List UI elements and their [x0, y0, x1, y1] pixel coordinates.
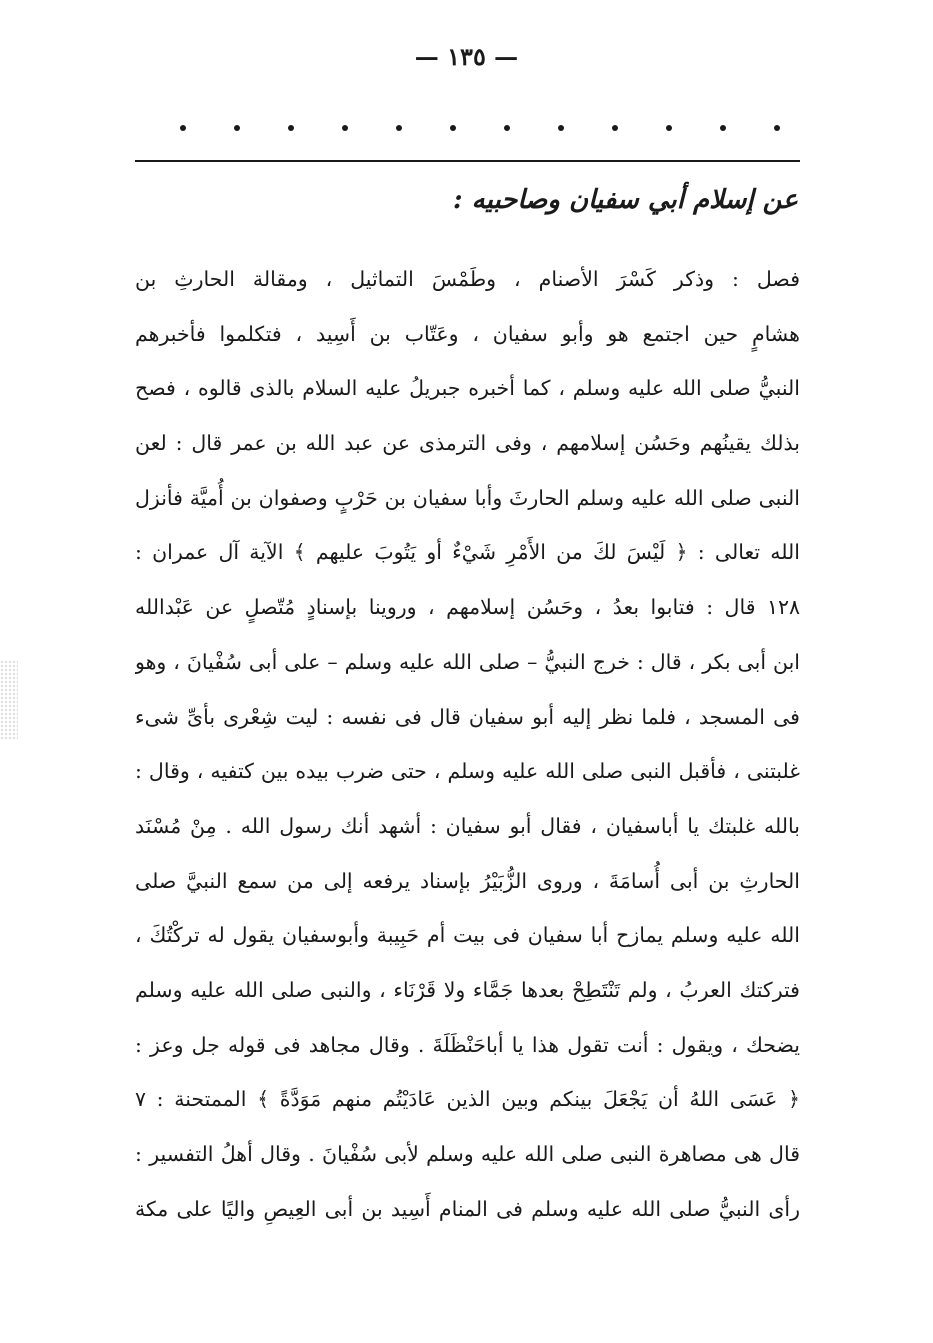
page-number: — ١٣٥ —: [414, 42, 519, 71]
ornament-dot: [774, 125, 780, 131]
text-line: فتركتك العربُ ، ولم تَنْتَطِحْ بعدها جَمَّاء ولا قَرْنَاء ، والنبى صلى الله عليه وسلم: [135, 977, 800, 1002]
text-line: بذلك يقينُهم وحَسُن إسلامهم ، وفى الترمذى عن عبد الله بن عمر قال : لعن: [135, 431, 800, 456]
ornament-dot: [558, 125, 564, 131]
text-line: الحارثِ بن أبى أُسامَةَ ، وروى الزُّبَيْرُ بإسناد يرفعه إلى من سمع النبيَّ صلى: [135, 868, 800, 893]
text-line: الله تعالى : ﴿ لَيْسَ لكَ من الأَمْرِ شَيْءٌ أو يَتُوبَ عليهم ﴾ الآية آل عمران :: [135, 540, 800, 565]
dotted-ornament: [180, 122, 780, 134]
text-line: قال هى مصاهرة النبى صلى الله عليه وسلم لأبى سُفْيانَ . وقال أهلُ التفسير :: [135, 1142, 800, 1166]
text-line: فصل : وذكر كَسْرَ الأصنام ، وطَمْسَ التماثيل ، ومقالة الحارثِ بن: [135, 267, 800, 291]
text-line: الله عليه وسلم يمازح أبا سفيان فى بيت أم حَبِيبة وأبوسفيان يقول له تركْتُكَ ،: [135, 923, 800, 948]
text-line: ١٢٨ قال : فتابوا بعدُ ، وحَسُن إسلامهم ، وروينا بإسنادٍ مُتّصلٍ عن عَبْدالله: [135, 595, 800, 620]
text-line: النبى صلى الله عليه وسلم الحارثَ وأبا سفيان بن حَرْبٍ وصفوان بن أُميَّة فأنزل: [135, 485, 800, 510]
ornament-dot: [234, 125, 240, 131]
ornament-dot: [504, 125, 510, 131]
text-line: رأى النبيُّ صلى الله عليه وسلم فى المنام أَسِيد بن أبى العِيصِ واليًا على مكة: [135, 1196, 800, 1221]
ornament-dot: [342, 125, 348, 131]
text-line: غلبتنى ، فأقبل النبى صلى الله عليه وسلم ، حتى ضرب بيده بين كتفيه ، وقال :: [135, 759, 800, 784]
ornament-dot: [450, 125, 456, 131]
ornament-dot: [288, 125, 294, 131]
text-line: ﴿ عَسَى اللهُ أن يَجْعَلَ بينكم وبين الذين عَادَيْتُم منهم مَوَدَّةً ﴾ الممتحنة : ٧: [135, 1087, 800, 1112]
scan-artifact: [0, 660, 18, 740]
text-line: هشامٍ حين اجتمع هو وأبو سفيان ، وعَتّاب بن أَسِيد ، فتكلموا فأخبرهم: [135, 321, 800, 346]
text-line: النبيُّ صلى الله عليه وسلم ، كما أخبره جبريلُ عليه السلام بالذى قالوه ، فصح: [135, 376, 800, 401]
ornament-dot: [396, 125, 402, 131]
header-rule: [135, 160, 800, 162]
text-line: ابن أبى بكر ، قال : خرج النبيُّ – صلى الله عليه وسلم – على أبى سُفْيانَ ، وهو: [135, 649, 800, 674]
ornament-dot: [612, 125, 618, 131]
ornament-dot: [666, 125, 672, 131]
text-line: بالله غلبتك يا أباسفيان ، فقال أبو سفيان : أشهد أنك رسول الله . مِنْ مُسْنَد: [135, 813, 800, 838]
section-heading: عن إسلام أبي سفيان وصاحبيه :: [453, 185, 798, 215]
text-line: يضحك ، ويقول : أنت تقول هذا يا أباحَنْظَلَةَ . وقال مجاهد فى قوله جل وعز :: [135, 1032, 800, 1057]
ornament-dot: [720, 125, 726, 131]
body-text: [135, 252, 800, 1236]
ornament-dot: [180, 125, 186, 131]
text-line: فى المسجد ، فلما نظر إليه أبو سفيان قال فى نفسه : ليت شِعْرى بأىِّ شىء: [135, 704, 800, 729]
